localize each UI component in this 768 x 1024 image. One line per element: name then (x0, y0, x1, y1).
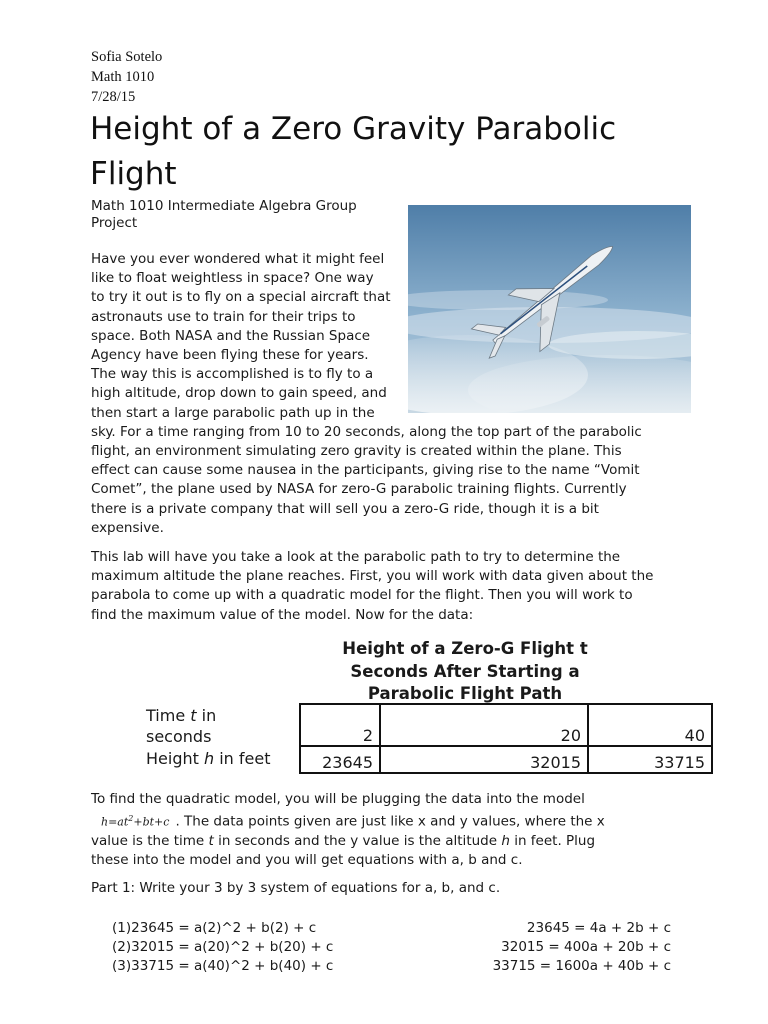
intro-line: high altitude, drop down to gain speed, and (91, 385, 387, 402)
caption-line: Height of a Zero-G Flight t (342, 639, 588, 658)
title-line-1: Height of a Zero Gravity Parabolic (90, 111, 617, 147)
time-cell: 40 (588, 704, 712, 746)
height-cell: 33715 (588, 746, 712, 773)
intro-line: expensive. (91, 519, 164, 536)
flight-data-table (299, 703, 713, 774)
intro-line: The way this is accomplished is to fly to a (91, 366, 374, 383)
intro-line: space. Both NASA and the Russian Space (91, 327, 371, 344)
quadratic-formula: $h=at^2+bt+c$ (101, 814, 170, 829)
intro-line: Agency have been flying these for years. (91, 347, 369, 364)
equation: (3)33715 = a(40)^2 + b(40) + c (112, 958, 334, 975)
title-line-2: Flight (90, 156, 177, 192)
intro-line: there is a private company that will sell you a zero-G ride, though it is a bit (91, 500, 599, 517)
intro-line: Comet”, the plane used by NASA for zero-G parabolic training flights. Currently (91, 481, 627, 498)
model-paragraph (91, 790, 691, 870)
lab-line: parabola to come up with a quadratic model for the flight. Then you will work to (91, 587, 633, 604)
intro-line: then start a large parabolic path up in the (91, 404, 375, 421)
intro-line: Have you ever wondered what it might feel (91, 251, 385, 267)
course-name: Math 1010 (91, 69, 155, 85)
equation: (2)32015 = a(20)^2 + b(20) + c (112, 939, 334, 956)
equation: 32015 = 400a + 20b + c (501, 939, 671, 956)
intro-line: sky. For a time ranging from 10 to 20 seconds, along the top part of the parabolic (91, 423, 642, 440)
caption-line: Parabolic Flight Path (367, 684, 563, 703)
intro-line: to try it out is to fly on a special aircraft that (91, 289, 391, 306)
table-caption (300, 638, 630, 706)
subtitle: Math 1010 Intermediate Algebra Group Project (91, 198, 357, 231)
equations-left (112, 919, 333, 977)
height-cell: 32015 (380, 746, 588, 773)
equation: 23645 = 4a + 2b + c (526, 920, 671, 936)
lab-line: find the maximum value of the model. Now for the data: (91, 606, 474, 623)
table-row-height (300, 746, 712, 773)
intro-paragraph (91, 250, 671, 538)
lab-paragraph (91, 548, 681, 625)
model-line: $h=at^2+bt+c$ . The data points given are just like x and y values, where the x (91, 809, 691, 832)
intro-line: like to float weightless in space? One way (91, 270, 374, 287)
equations-right (468, 919, 671, 977)
equation: 33715 = 1600a + 40b + c (492, 958, 671, 975)
time-cell: 2 (300, 704, 380, 746)
model-line: value is the time t in seconds and the y value is the altitude h in feet. Plug (91, 832, 596, 849)
part1-heading: Part 1: Write your 3 by 3 system of equations for a, b, and c. (91, 880, 501, 896)
intro-line: effect can cause some nausea in the participants, giving rise to the name “Vomit (91, 462, 640, 479)
time-cell: 20 (380, 704, 588, 746)
table-row-time (300, 704, 712, 746)
lab-line: maximum altitude the plane reaches. First, you will work with data given about the (91, 568, 654, 585)
model-line: To find the quadratic model, you will be plugging the data into the model (91, 791, 585, 807)
model-line: these into the model and you will get equations with a, b and c. (91, 851, 523, 868)
height-cell: 23645 (300, 746, 380, 773)
intro-line: astronauts use to train for their trips to (91, 308, 356, 325)
page-title (90, 107, 690, 197)
equation: (1)23645 = a(2)^2 + b(2) + c (112, 920, 317, 936)
height-row-label: Height h in feet (146, 749, 271, 768)
intro-line: flight, an environment simulating zero gravity is created within the plane. This (91, 443, 622, 460)
time-row-label: Time t in seconds (146, 706, 217, 746)
lab-line: This lab will have you take a look at the parabolic path to try to determine the (91, 549, 621, 565)
caption-line: Seconds After Starting a (350, 661, 580, 681)
author-name: Sofia Sotelo (91, 49, 163, 65)
date: 7/28/15 (91, 89, 136, 105)
